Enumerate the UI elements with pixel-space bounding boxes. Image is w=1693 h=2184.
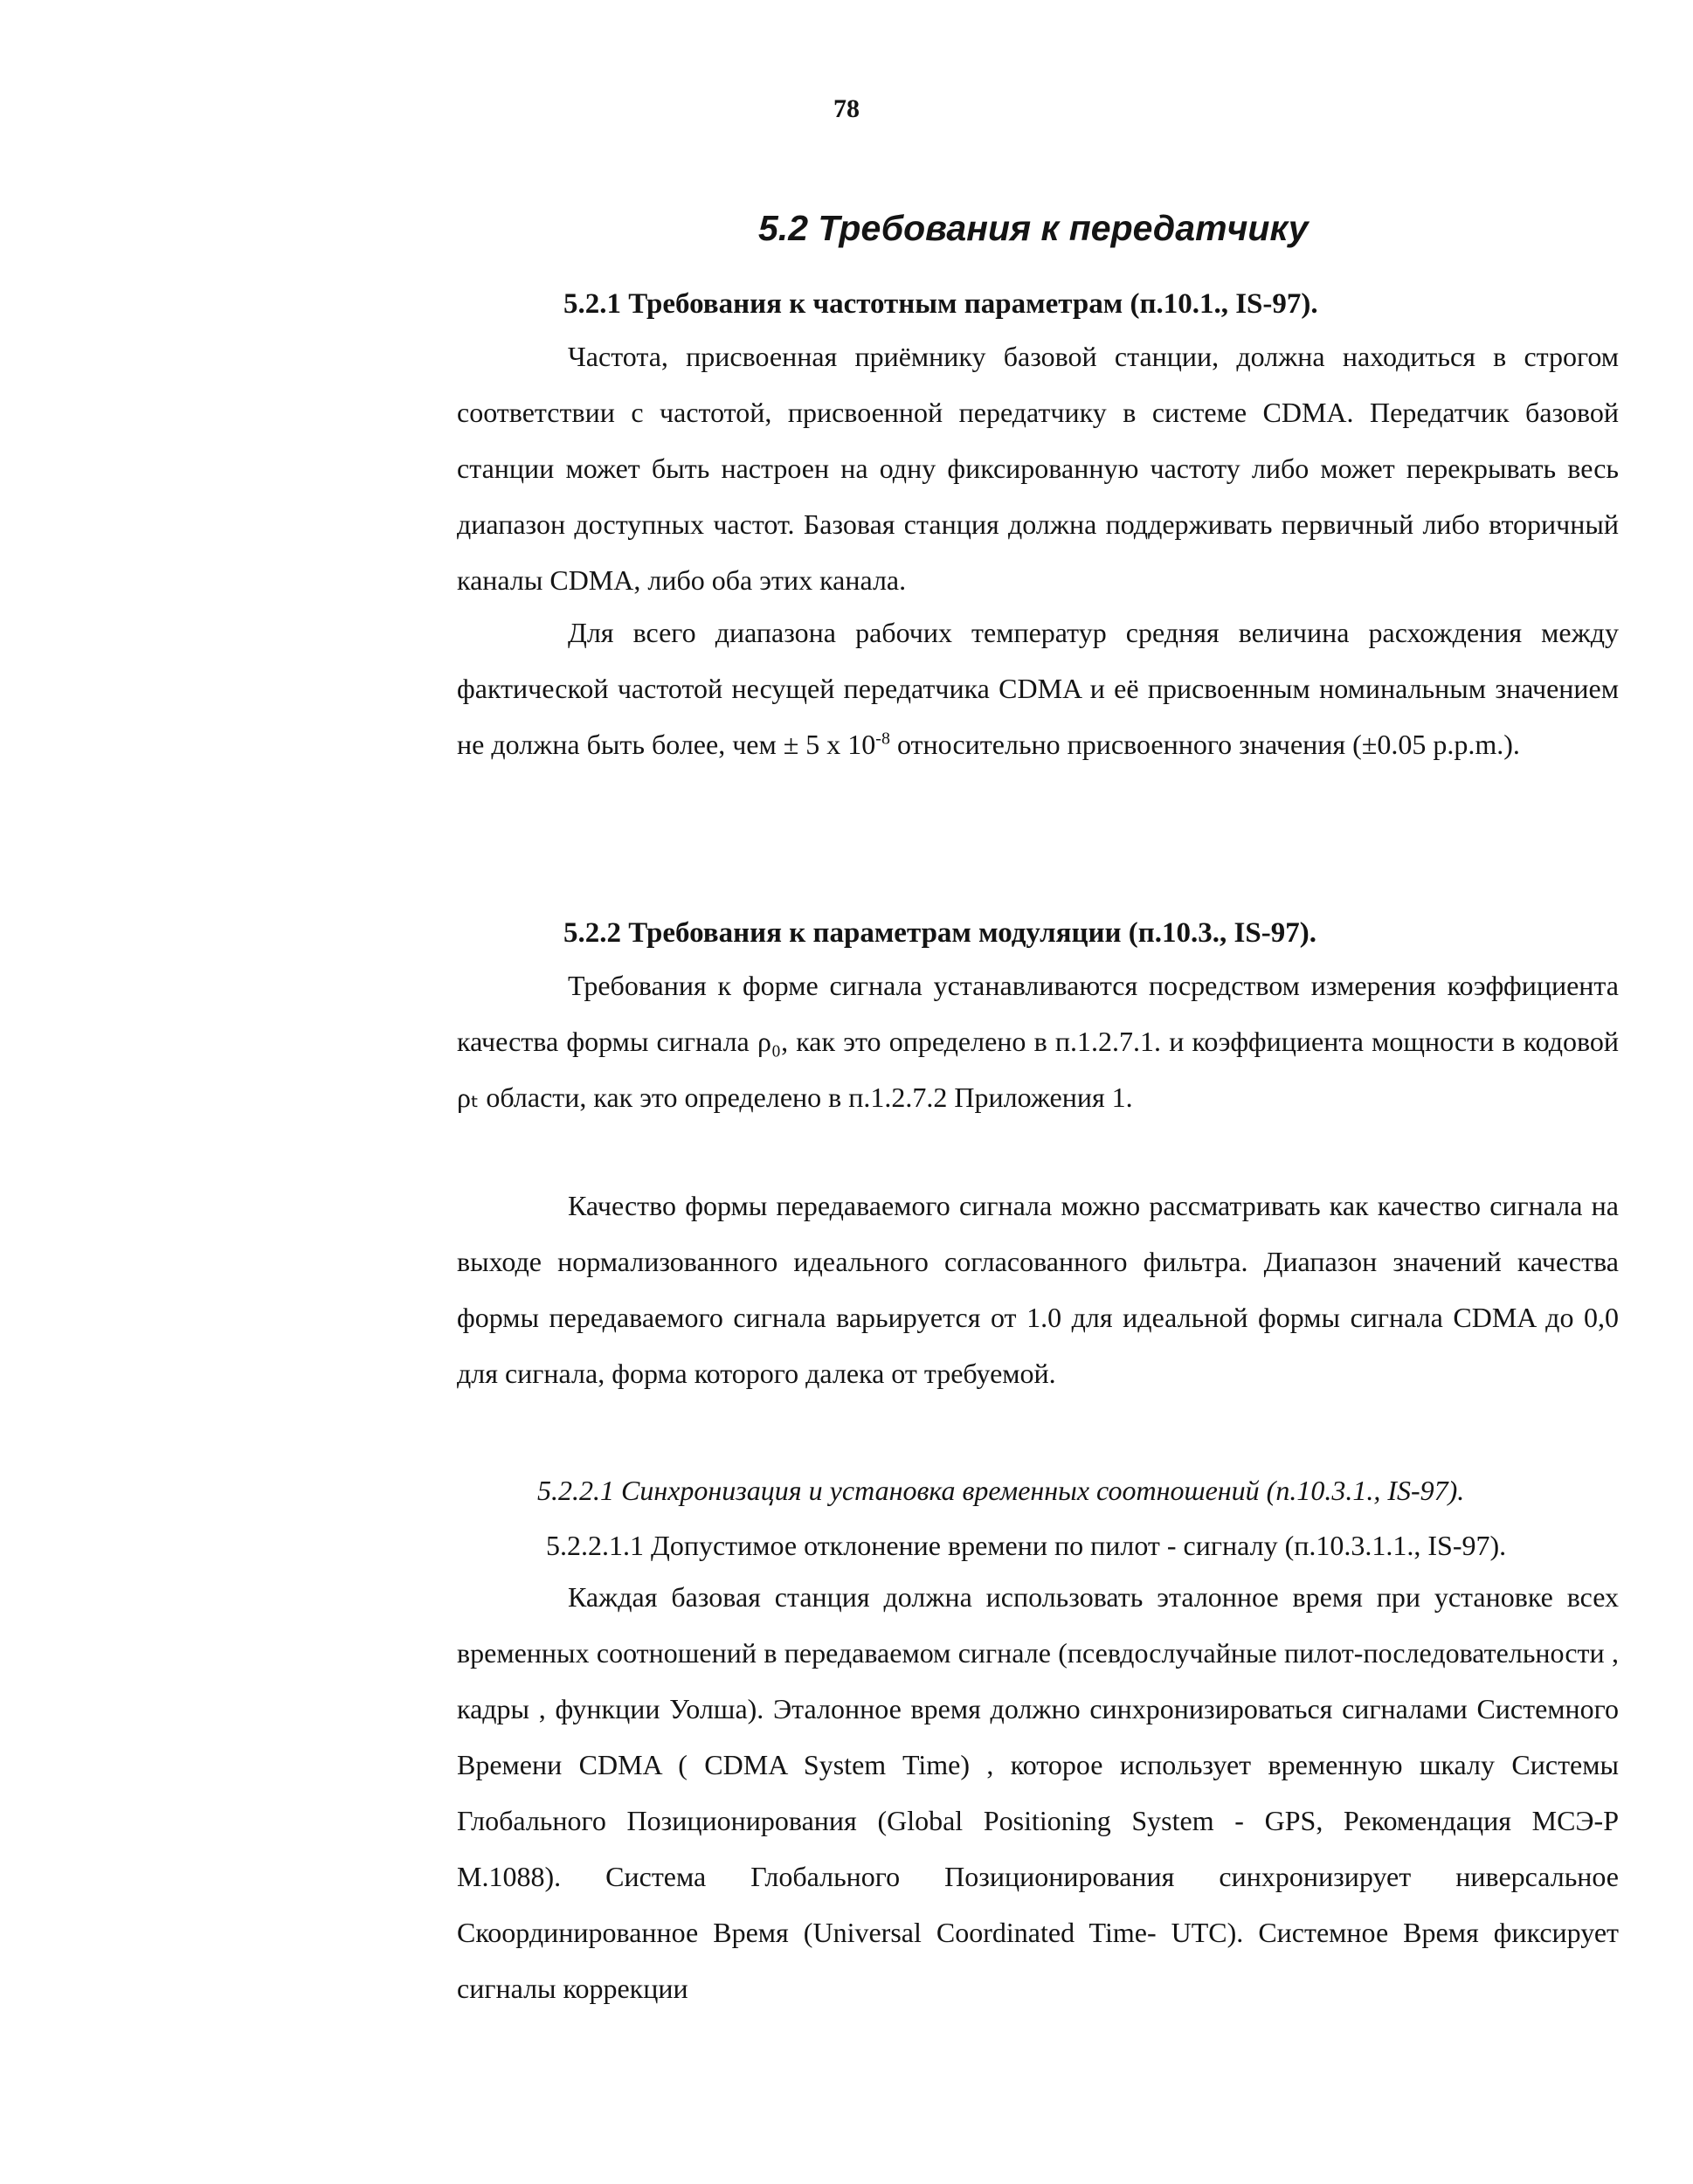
section-5-2-2-heading: 5.2.2 Требования к параметрам модуляции (п.10.3., IS-97).: [563, 917, 1316, 949]
page-number: 78: [833, 94, 860, 123]
paragraph-text: Для всего диапазона рабочих температур средняя величина расхождения между фактической частотой несущей передатчика CDMA и её присвоенным номинальным значением не должна быть более, чем ± 5 x 10: [457, 617, 1619, 760]
paragraph-text: относительно присвоенного значения (±0.05 p.p.m.).: [889, 729, 1520, 760]
section-5-2-2-1-paragraph-1: Каждая базовая станция должна использовать эталонное время при установке всех временных соотношений в передаваемом сигнале (псевдослучайные пилот-последовательности , кадры , функции Уолша). Эталонное время должно синхронизироваться сигналами Системного Времени CDMA ( CDMA System Time) , которое использует временную шкалу Системы Глобального Позиционирования (Global Positioning System - GPS, Рекомендация МСЭ-Р М.1088). Система Глобального Позиционирования синхронизирует ниверсальное Скоординированное Время (Universal Coordinated Time- UTC). Системное Время фиксирует сигналы коррекции: [457, 1581, 1619, 2004]
exponent: -8: [875, 729, 890, 749]
section-5-2-2-paragraph-1: Требования к форме сигнала устанавливаются посредством измерения коэффициента качества формы сигнала ρ₀, как это определено в п.1.2.7.1. и коэффициента мощности в кодовой ρₜ области, как это определено в п.1.2.7.2 Приложения 1.: [457, 970, 1619, 1113]
chapter-title: 5.2 Требования к передатчику: [758, 208, 1309, 248]
section-5-2-1-paragraph-2: [457, 605, 1619, 772]
section-5-2-2-paragraph-2: Качество формы передаваемого сигнала можно рассматривать как качество сигнала на выходе нормализованного идеального согласованного фильтра. Диапазон значений качества формы передаваемого сигнала варьируется от 1.0 для идеальной формы сигнала CDMA до 0,0 для сигнала, форма которого далека от требуемой.: [457, 1190, 1619, 1389]
section-5-2-2-1-1-heading: 5.2.2.1.1 Допустимое отклонение времени по пилот - сигналу (п.10.3.1.1., IS-97).: [546, 1530, 1507, 1561]
section-5-2-2-1-heading: 5.2.2.1 Синхронизация и установка временных соотношений (п.10.3.1., IS-97).: [537, 1475, 1465, 1506]
section-5-2-1-heading: 5.2.1 Требования к частотным параметрам (п.10.1., IS-97).: [563, 288, 1318, 320]
section-5-2-1-paragraph-1: Частота, присвоенная приёмнику базовой станции, должна находиться в строгом соответствии с частотой, присвоенной передатчику в системе CDMA. Передатчик базовой станции может быть настроен на одну фиксированную частоту либо может перекрывать весь диапазон доступных частот. Базовая станция должна поддерживать первичный либо вторичный каналы CDMA, либо оба этих канала.: [457, 341, 1619, 596]
